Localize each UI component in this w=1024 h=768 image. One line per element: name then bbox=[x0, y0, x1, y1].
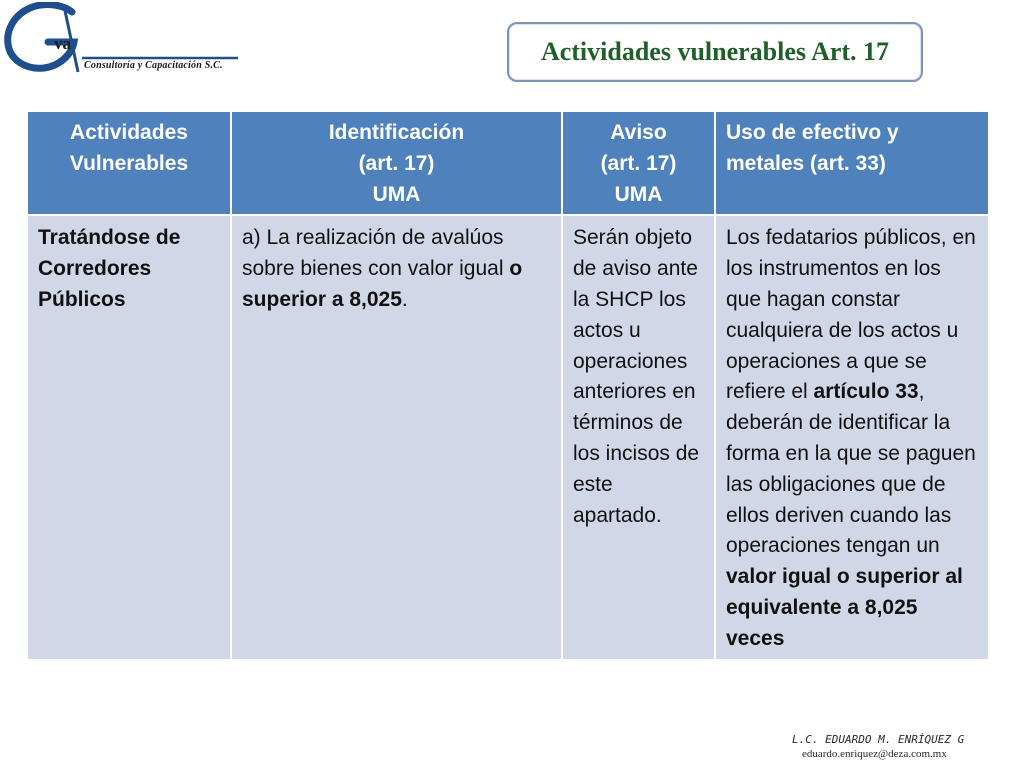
logo-subtitle: Consultoría y Capacitación S.C. bbox=[84, 60, 223, 71]
slide-title: Actividades vulnerables Art. 17 bbox=[540, 37, 890, 66]
company-logo bbox=[4, 2, 244, 78]
header-identificacion: Identificación (art. 17) UMA bbox=[231, 111, 562, 215]
activities-table bbox=[26, 110, 990, 661]
table-header-row bbox=[27, 111, 989, 215]
logo-letters: va bbox=[54, 34, 71, 53]
cell-uso-efectivo: Los fedatarios públicos, en los instrumentos en los que hagan constar cualquiera de los actos u operaciones a que se refiere el artículo 33, deberán de identificar la forma en la que se paguen las obligaciones que de ellos deriven cuando las operaciones tengan un valor igual o superior al equivalente a 8,025 veces bbox=[715, 215, 989, 659]
slide-title-box bbox=[507, 22, 923, 82]
header-aviso: Aviso (art. 17) UMA bbox=[562, 111, 715, 215]
header-actividades: Actividades Vulnerables bbox=[27, 111, 231, 215]
cell-actividad: Tratándose de Corredores Públicos bbox=[27, 215, 231, 659]
cell-identificacion: a) La realización de avalúos sobre bienes con valor igual o superior a 8,025. bbox=[231, 215, 562, 659]
cell-aviso: Serán objeto de aviso ante la SHCP los actos u operaciones anteriores en términos de los incisos de este apartado. bbox=[562, 215, 715, 659]
header-uso-efectivo: Uso de efectivo y metales (art. 33) bbox=[715, 111, 989, 215]
footer-author-name: L.C. EDUARDO M. ENRÍQUEZ G bbox=[792, 733, 965, 746]
footer-author-email: eduardo.enriquez@deza.com.mx bbox=[802, 748, 947, 760]
table-row bbox=[27, 215, 989, 659]
